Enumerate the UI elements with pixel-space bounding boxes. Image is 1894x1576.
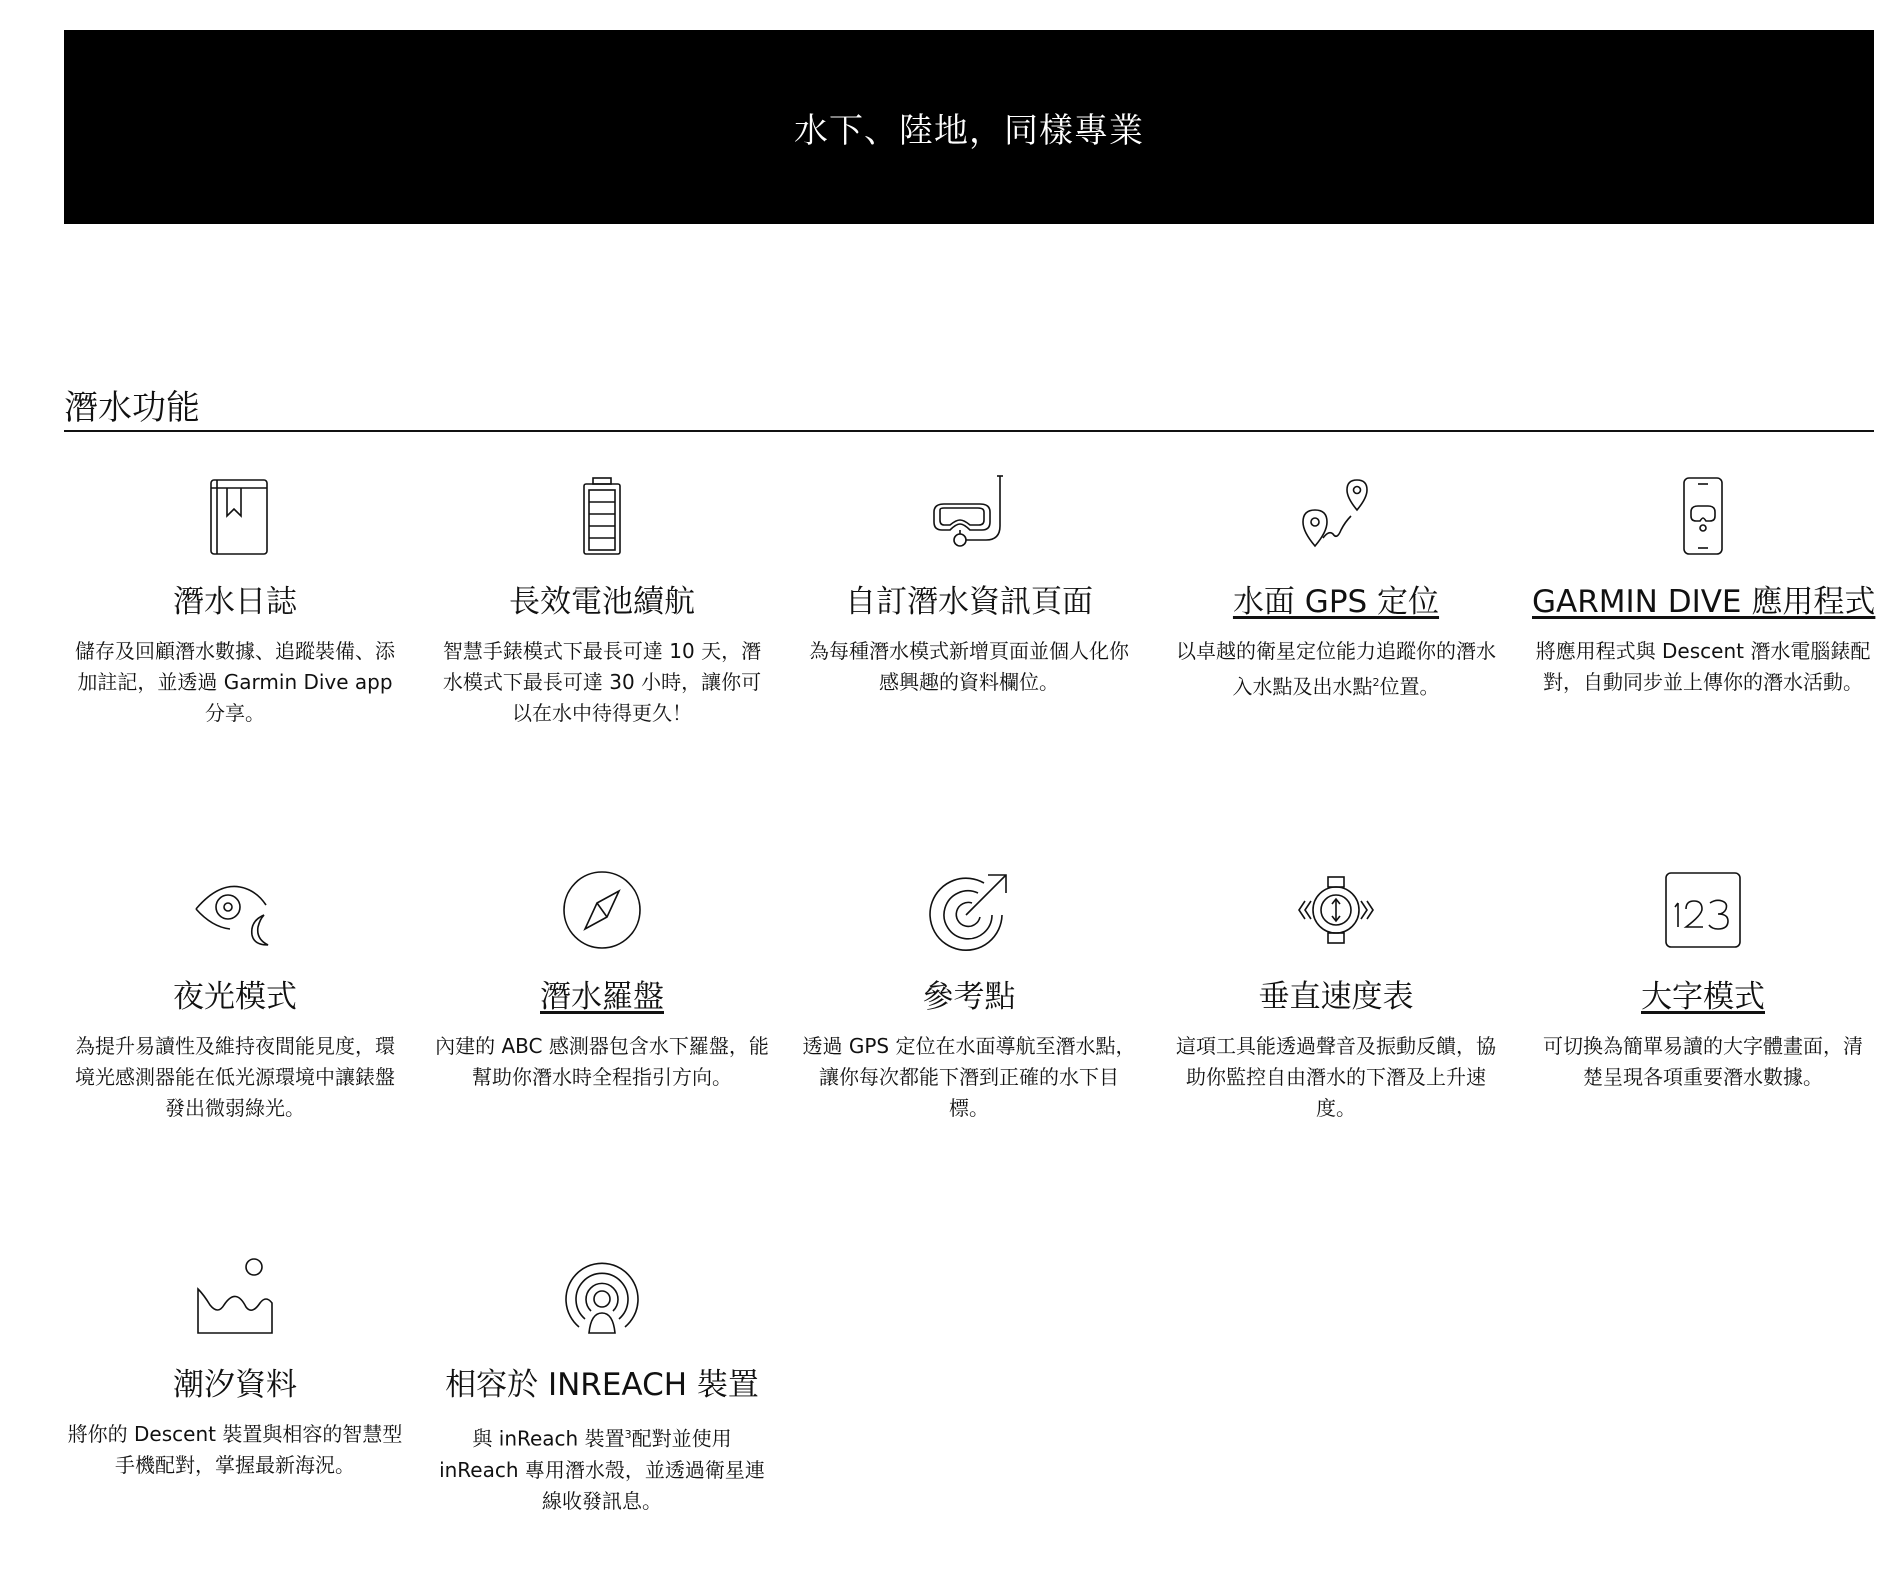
feature-garmin-dive-app[interactable] bbox=[1532, 470, 1874, 698]
feature-description: 智慧手錶模式下最長可達 10 天，潛水模式下最長可達 30 小時，讓你可以在水中待得更久！ bbox=[442, 639, 762, 725]
feature-dive-log bbox=[64, 470, 406, 729]
feature-description: 儲存及回顧潛水數據、追蹤裝備、添加註記，並透過 Garmin Dive app 分享。 bbox=[75, 639, 395, 725]
section-title: 潛水功能 bbox=[64, 388, 200, 428]
feature-description: 為提升易讀性及維持夜間能見度，環境光感測器能在低光源環境中讓錶盤發出微弱綠光。 bbox=[75, 1034, 395, 1120]
reference-point-target-icon bbox=[924, 865, 1014, 955]
feature-title-link[interactable]: GARMIN DIVE 應用程式 bbox=[1532, 584, 1876, 620]
feature-title-link[interactable]: 潛水羅盤 bbox=[540, 979, 664, 1015]
feature-title: 自訂潛水資訊頁面 bbox=[845, 584, 1093, 620]
banner-title: 水下、陸地，同樣專業 bbox=[794, 110, 1144, 151]
feature-description: 透過 GPS 定位在水面導航至潛水點，讓你每次都能下潛到正確的水下目標。 bbox=[802, 1034, 1136, 1120]
desc-text: 位置。 bbox=[1379, 674, 1440, 699]
feature-night-mode bbox=[64, 865, 406, 1124]
feature-description: 將應用程式與 Descent 潛水電腦錶配對，自動同步並上傳你的潛水活動。 bbox=[1535, 639, 1871, 694]
feature-custom-pages bbox=[798, 470, 1140, 698]
feature-surface-gps[interactable] bbox=[1165, 470, 1507, 703]
vertical-speed-watch-icon bbox=[1291, 865, 1381, 955]
feature-dive-compass[interactable] bbox=[431, 865, 773, 1093]
dive-mask-snorkel-icon bbox=[924, 470, 1014, 560]
dive-log-book-icon bbox=[190, 470, 280, 560]
feature-title-link[interactable]: 大字模式 bbox=[1641, 979, 1765, 1015]
feature-battery bbox=[431, 470, 773, 729]
desc-text: 與 inReach 裝置 bbox=[472, 1426, 625, 1451]
feature-description: 這項工具能透過聲音及振動反饋，協助你監控自由潛水的下潛及上升速度。 bbox=[1176, 1034, 1496, 1120]
battery-icon bbox=[557, 470, 647, 560]
feature-tide-data bbox=[64, 1253, 406, 1481]
compass-icon bbox=[557, 865, 647, 955]
feature-reference-point bbox=[798, 865, 1140, 1124]
feature-description: 可切換為簡單易讀的大字體畫面，清楚呈現各項重要潛水數據。 bbox=[1543, 1034, 1863, 1089]
feature-title: 夜光模式 bbox=[173, 979, 297, 1015]
feature-inreach-compatible bbox=[431, 1253, 773, 1517]
footnote-2: 2 bbox=[1372, 676, 1380, 689]
feature-title: 參考點 bbox=[922, 979, 1016, 1015]
large-font-123-icon bbox=[1658, 865, 1748, 955]
gps-route-pins-icon bbox=[1291, 470, 1381, 560]
tide-wave-sun-icon bbox=[190, 1253, 280, 1343]
section-header bbox=[64, 388, 1874, 432]
feature-description: 為每種潛水模式新增頁面並個人化你感興趣的資料欄位。 bbox=[809, 639, 1129, 694]
feature-title: 潮汐資料 bbox=[173, 1367, 297, 1403]
feature-large-font[interactable] bbox=[1532, 865, 1874, 1093]
feature-description: 內建的 ABC 感測器包含水下羅盤，能幫助你潛水時全程指引方向。 bbox=[435, 1034, 769, 1089]
footnote-3: 3 bbox=[624, 1428, 632, 1441]
night-eye-moon-icon bbox=[190, 865, 280, 955]
phone-mask-icon bbox=[1658, 470, 1748, 560]
feature-title: 相容於 INREACH 裝置 bbox=[445, 1367, 759, 1403]
feature-description: 將你的 Descent 裝置與相容的智慧型手機配對，掌握最新海況。 bbox=[67, 1422, 403, 1477]
feature-description bbox=[431, 1419, 773, 1517]
inreach-signal-person-icon bbox=[557, 1253, 647, 1343]
feature-vertical-speed bbox=[1165, 865, 1507, 1124]
feature-title: 垂直速度表 bbox=[1258, 979, 1414, 1015]
feature-title: 潛水日誌 bbox=[173, 584, 297, 620]
feature-description bbox=[1165, 636, 1507, 703]
feature-title-link[interactable]: 水面 GPS 定位 bbox=[1232, 584, 1440, 620]
hero-banner bbox=[64, 30, 1874, 224]
feature-title: 長效電池續航 bbox=[509, 584, 695, 620]
desc-text: 以卓越的衛星定位能力追蹤你的潛水入水點及出水點 bbox=[1176, 639, 1496, 699]
desc-text: 配對並使用 inReach 專用潛水殼，並透過衛星連線收發訊息。 bbox=[439, 1426, 765, 1513]
